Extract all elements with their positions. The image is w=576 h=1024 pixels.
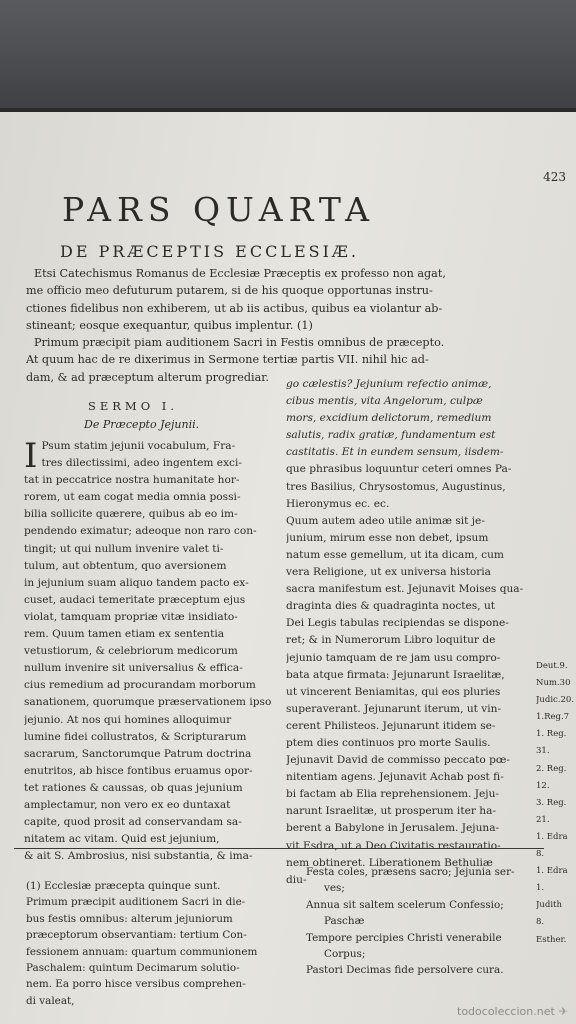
left-column-line: Psum statim jejunii vocabulum, Fra- <box>41 440 236 452</box>
page-number: 423 <box>543 170 566 184</box>
margin-reference: 1. Edra <box>536 831 568 842</box>
left-column-line: nullum invenire sit universalius & effica- <box>24 662 243 675</box>
margin-reference: 1. <box>536 883 545 894</box>
verse-line: Pastori Decimas fide persolvere cura. <box>306 964 504 977</box>
footnote-line: Primum præcipit auditionem Sacri in die- <box>26 896 246 909</box>
left-column-line: rem. Quum tamen etiam ex sententia <box>24 628 225 641</box>
right-column-line: narunt Israelitæ, ut prosperum iter ha- <box>286 805 496 818</box>
right-column-line: berent a Babylone in Jerusalem. Jejuna- <box>286 822 500 835</box>
footnote-line: (1) Ecclesiæ præcepta quinque sunt. <box>26 880 221 892</box>
right-column-line: cibus mentis, vita Angelorum, culpæ <box>286 395 483 408</box>
left-column-line: violat, tamquam propriæ vitæ insidiato- <box>24 610 238 623</box>
right-column-line: Hieronymus ec. ec. <box>286 497 390 510</box>
right-column-line: bata atque firmata: Jejunarunt Israelitæ, <box>286 668 505 681</box>
verse-line: Paschæ <box>324 915 365 928</box>
right-column-line: mors, excidium delictorum, remedium <box>286 412 492 425</box>
intro-line: At quum hac de re dixerimus in Sermone tertiæ partis VII. nihil hic ad- <box>26 353 429 367</box>
left-column-line: sanationem, quorumque præservationem ipso <box>24 696 272 709</box>
intro-paragraph <box>26 265 556 386</box>
margin-reference: 8. <box>536 849 545 860</box>
intro-line: dam, & ad præceptum alterum progrediar. <box>26 370 269 384</box>
left-column-line: cius remedium ad procurandam morborum <box>24 679 256 692</box>
right-column-line: salutis, radix gratiæ, fundamentum est <box>286 429 496 442</box>
right-column-line: junium, mirum esse non debet, ipsum <box>286 531 489 544</box>
margin-reference: 1.Reg.7 <box>536 712 570 723</box>
watermark <box>457 1005 568 1018</box>
sermon-subheading: De Præcepto Jejunii. <box>84 418 200 431</box>
footnote-line: nem. Ea porro hisce versibus comprehen- <box>26 978 246 991</box>
margin-reference: 31. <box>536 746 550 757</box>
right-column-line: cerent Philisteos. Jejunarunt itidem se- <box>286 719 496 732</box>
footnote-left <box>26 878 296 1009</box>
book-page <box>0 108 576 1024</box>
tc-logo-icon: ✈ <box>558 1005 568 1018</box>
right-column-line: go cælestis? Jejunium refectio animæ, <box>286 378 492 390</box>
left-column-line: sacrarum, Sanctorumque Patrum doctrina <box>24 747 252 760</box>
margin-reference: 8. <box>536 917 545 928</box>
margin-reference: Deut.9. <box>536 661 568 671</box>
left-column-line: in jejunium suam aliquo tandem pacto ex- <box>24 576 249 589</box>
verse-line: Annua sit saltem scelerum Confessio; <box>306 898 504 911</box>
right-column-line: vit Esdra, ut a Deo Civitatis restauratio- <box>286 839 501 852</box>
left-column-line: tulum, aut obtentum, quo aversionem <box>24 559 227 572</box>
intro-line: me officio meo defuturum putarem, si de his quoque opportunas instru- <box>26 284 433 298</box>
margin-reference: 1. Edra <box>536 866 568 877</box>
left-column-line: amplectamur, non vero ex eo duntaxat <box>24 798 231 811</box>
right-column-line: ut vincerent Beniamitas, qui eos pluries <box>286 685 501 698</box>
right-column-line: diu- <box>286 873 307 886</box>
footnote-right <box>306 864 566 979</box>
right-column-line: natum esse gemellum, ut ita dicam, cum <box>286 548 504 561</box>
right-column-line: tres Basilius, Chrysostomus, Augustinus, <box>286 480 506 493</box>
verse-line: Tempore percipies Christi venerabile <box>306 931 502 944</box>
footnote-line: bus festis omnibus: alterum jejuniorum <box>26 912 233 925</box>
footnote-divider <box>14 848 544 849</box>
left-column-line: bilia sollicite quærere, quibus ab eo im- <box>24 508 238 521</box>
photo-backdrop <box>0 0 576 120</box>
margin-reference: Judic.20. <box>536 695 575 706</box>
left-column-line: lumine fidei collustratos, & Scripturarum <box>24 730 247 743</box>
left-column-line: & ait S. Ambrosius, nisi substantia, & ima- <box>24 850 253 863</box>
right-column-line: bi factam ab Elia reprehensionem. Jeju- <box>286 788 499 801</box>
left-column-line: capite, quod prosit ad conservandam sa- <box>24 816 242 829</box>
intro-line: Etsi Catechismus Romanus de Ecclesiæ Præceptis ex professo non agat, <box>34 267 446 280</box>
left-column-line: tingit; ut qui nullum invenire valet ti- <box>24 542 224 555</box>
margin-reference: 12. <box>536 780 550 791</box>
right-column-line: ptem dies continuos pro morte Saulis. <box>286 736 491 749</box>
watermark-text: todocoleccion.net <box>457 1005 555 1018</box>
footnote-line: di valeat, <box>26 994 75 1007</box>
right-column-line: superaverant. Jejunarunt iterum, ut vin- <box>286 702 502 715</box>
footnote-line: fessionem annuam: quartum communionem <box>26 945 258 958</box>
page-subtitle: DE PRÆCEPTIS ECCLESIÆ. <box>60 242 359 261</box>
margin-reference: 1. Reg. <box>536 729 567 740</box>
verse-line: ves; <box>324 882 345 895</box>
right-text-column <box>286 376 536 889</box>
footnote-line: præceptorum observantiam: tertium Con- <box>26 929 247 942</box>
left-column-line: nitatem ac vitam. Quid est jejunium, <box>24 833 220 846</box>
left-column-line: tres dilectissimi, adeo ingentem exci- <box>41 457 242 470</box>
margin-reference: Num.30 <box>536 678 571 689</box>
right-column-line: Quum autem adeo utile animæ sit je- <box>286 514 485 527</box>
right-column-line: Jejunavit David de commisso peccato pœ- <box>286 754 510 767</box>
intro-line: ctiones fidelibus non exhiberem, ut ab iis actibus, quibus ea violantur ab- <box>26 301 443 315</box>
right-column-line: vera Religione, ut ex universa historia <box>286 566 491 579</box>
margin-reference: 3. Reg. <box>536 797 567 808</box>
left-column-line: cuset, audaci temeritate præceptum ejus <box>24 593 246 606</box>
right-column-line: castitatis. Et in eundem sensum, iisdem- <box>286 446 504 459</box>
left-column-line: enutritos, ab hisce fontibus eruamus opor- <box>24 764 253 777</box>
left-text-column <box>24 438 286 865</box>
right-column-line: draginta dies & quadraginta noctes, ut <box>286 600 496 613</box>
left-column-line: tet rationes & caussas, ob quas jejunium <box>24 781 243 794</box>
drop-cap: I <box>24 436 38 476</box>
margin-reference: 21. <box>536 814 550 825</box>
right-column-line: nitentiam agens. Jejunavit Achab post fi- <box>286 771 504 784</box>
right-column-line: jejunio tamquam de re jam usu compro- <box>286 651 501 664</box>
right-column-line: nem obtineret. Liberationem Bethuliæ <box>286 856 493 869</box>
left-column-line: vetustiorum, & celebriorum medicorum <box>24 645 238 658</box>
margin-reference: Esther. <box>536 934 567 945</box>
page-title: PARS QUARTA <box>62 190 375 229</box>
left-column-line: jejunio. At nos qui homines alloquimur <box>24 713 232 726</box>
left-column-line: pendendo eximatur; adeoque non raro con- <box>24 525 257 538</box>
right-column-line: que phrasibus loquuntur ceteri omnes Pa- <box>286 463 512 476</box>
left-column-line: rorem, ut eam cogat media omnia possi- <box>24 491 241 504</box>
right-column-line: ret; & in Numerorum Libro loquitur de <box>286 634 496 647</box>
verse-line: Corpus; <box>324 948 366 961</box>
intro-line: Primum præcipit piam auditionem Sacri in Festis omnibus de præcepto. <box>34 336 445 350</box>
right-column-line: sacra manifestum est. Jejunavit Moises qua- <box>286 583 524 596</box>
sermon-heading: SERMO I. <box>88 399 178 413</box>
right-column-line: Dei Legis tabulas recipiendas se dispone- <box>286 617 509 630</box>
margin-reference: Judith <box>536 900 562 911</box>
verse-line: Festa coles, præsens sacro; Jejunia ser- <box>306 866 515 878</box>
footnote-line: Paschalem: quintum Decimarum solutio- <box>26 962 240 975</box>
left-column-line: tat in peccatrice nostra humanitate hor- <box>24 474 240 487</box>
margin-reference: 2. Reg. <box>536 763 567 774</box>
intro-line: stineant; eosque exequantur, quibus implentur. (1) <box>26 318 313 332</box>
